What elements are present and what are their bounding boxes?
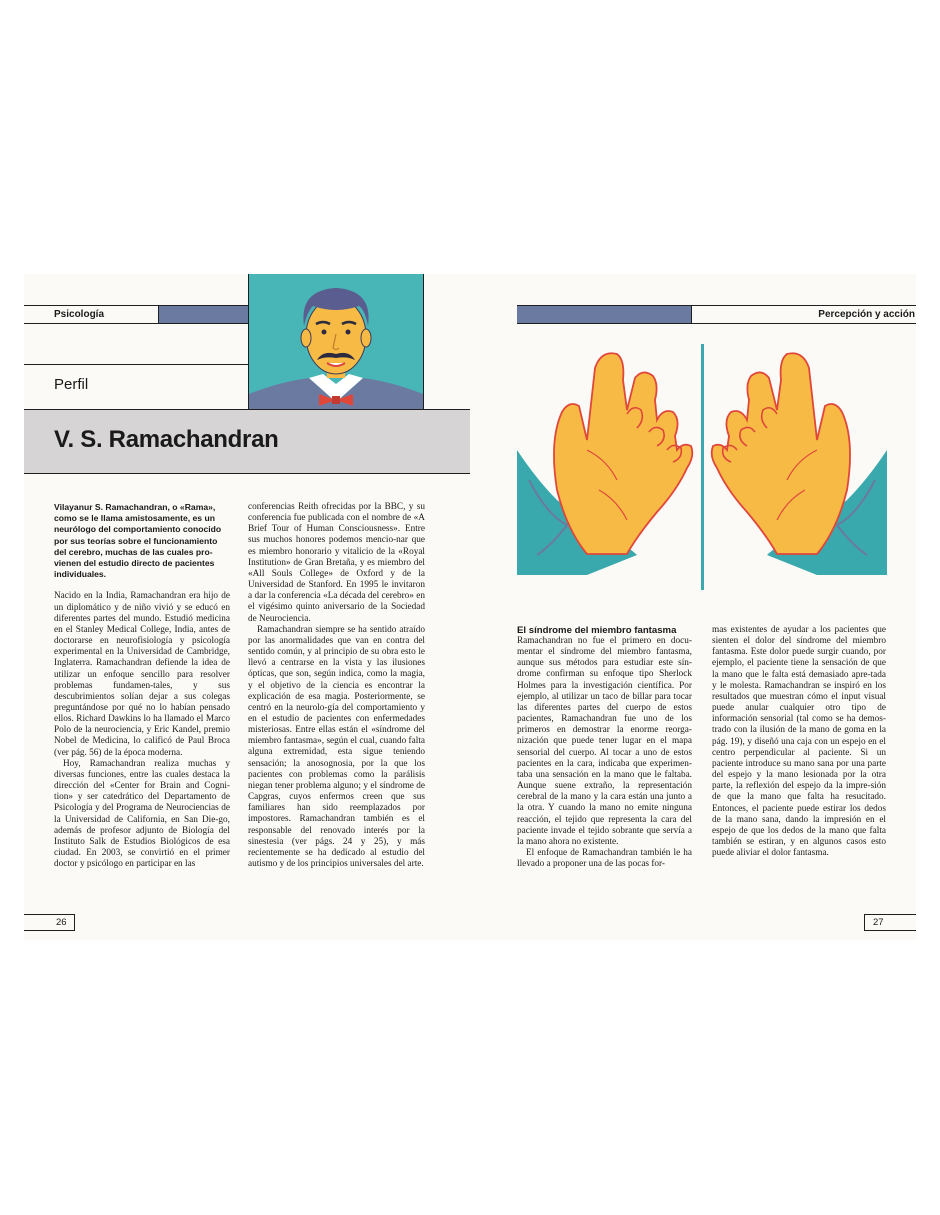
header-rule-bottom — [517, 323, 916, 324]
text-column-1 — [54, 502, 230, 870]
portrait-illustration — [248, 274, 424, 410]
paragraph: Ramachandran siempre se ha sentido atraído por las anormalidades que van en contra del sentido común, y al principio de su obra esto le llevó a centrarse en la vista y las ilusiones ópticas, que son, según indica, como la magia, y el objetivo de la ciencia es encontrar la explicación de esa magia. Posteriormente, se centró en la neurolo-gía del comportamiento y en el estudio de pacientes con enfermedades misteriosas. Entre ellas están el «síndrome del miembro fantasma», según el cual, cuando falta alguna extremidad, esta sigue teniendo sensación; la anosognosia, por la que los pacientes con problemas como la parálisis niegan tener problema alguno; y el síndrome de Capgras, cuyos enfermos creen que sus familiares han sido reemplazados por impostores. Ramachandran también es el responsable del renovado interés por la sinestesia (ver págs. 24 y 25), y más recientemente se ha dedicado al estudio del autismo y de los principios universales del arte. — [248, 624, 425, 869]
header-rule-bottom — [24, 323, 248, 324]
paragraph: Ramachandran no fue el primero en docu-mentar el síndrome del miembro fantasma, aunque sus métodos para estudiar este sín-drome confirman su enfoque tipo Sherlock Holmes para la investigación científica. Por ejemplo, al utilizar un taco de billar para tocar las diferentes partes del cuerpo de estos pacientes, Ramachandran fue uno de los primeros en demostrar la enorme reorga-nización que puede tener lugar en el mapa sensorial del cuerpo. Al tocar a uno de estos pacientes en la cara, indicaba que experimen-taba una sensación en la mano que le faltaba. Aunque suene extraño, la representación cerebral de la mano y la cara están una junto a la otra. Y cuando la mano no emite ninguna reacción, el tejido que representa la cara del paciente invade el tejido sobrante que servía a la mano ahora no existente. — [517, 636, 692, 847]
header-divider — [691, 305, 692, 324]
text-column-4 — [712, 625, 886, 859]
header-band — [517, 306, 691, 323]
mirror-line — [701, 344, 704, 590]
section-label-perfil: Perfil — [54, 376, 89, 393]
page-number-box — [24, 914, 75, 931]
page-number-box — [864, 914, 916, 931]
portrait-icon — [249, 274, 423, 410]
page-number: 26 — [56, 917, 67, 928]
intro-paragraph: Vilayanur S. Ramachandran, o «Rama», como se le llama amistosamente, es un neurólogo del comportamiento conocido por sus teorías sobre el funcionamiento del cerebro, muchas de las cuales pro-vienen del estudio directo de pacientes individuales. — [54, 502, 222, 580]
paragraph: El enfoque de Ramachandran también le ha llevado a proponer una de las pocas for- — [517, 847, 692, 870]
hands-icon — [517, 340, 887, 592]
title-rule-bottom — [24, 473, 470, 474]
section-header-psicologia: Psicología — [54, 309, 105, 320]
paragraph: Nacido en la India, Ramachandran era hijo de un diplomático y de niño vivió y se educó en diferentes partes del mundo. Estudió medicina en el Stanley Medical College, India, antes de doctorarse en neurofisiología y psicología experimental en la Universidad de Cambridge, Inglaterra. Ramachandran defiende la idea de utilizar un enfoque sencillo para resolver problemas fundamen-tales, y sus descubrimientos solían dejar a sus colegas preguntándose por qué no lo habían pensado ellos. Richard Dawkins lo ha llamado el Marco Polo de la neurociencia, y Eric Kandel, premio Nobel de Medicina, lo calificó de Paul Broca (ver pág. 56) de la época moderna. — [54, 591, 230, 758]
text-column-2 — [248, 502, 425, 870]
page-number: 27 — [873, 917, 884, 928]
paragraph: conferencias Reith ofrecidas por la BBC, y su conferencia fue publicada con el nombre de «A Brief Tour of Human Consciousness». Entre sus muchos honores podemos mencio-nar que es miembro honorario y vitalicio de la «Royal Institution» de Gran Bretaña, y es miembro del «All Souls College» de Oxford y de la Universidad de Stanford. En 1995 le invitaron a dar la conferencia «La década del cerebro» en el vigésimo quinto aniversario de la Sociedad de Neurociencia. — [248, 502, 425, 624]
mirror-hands-illustration — [517, 340, 887, 592]
header-band — [159, 306, 248, 323]
book-spread — [24, 274, 916, 940]
paragraph: Hoy, Ramachandran realiza muchas y diversas funciones, entre las cuales destaca la dirección del «Center for Brain and Cogni-tion» y ser catedrático del Departamento de Psicología y del Programa de Neurociencias de la Universidad de California, en San Die-go, además de profesor adjunto de Biología del Instituto Salk de Estudios Biológicos de esa ciudad. En 2003, se convirtió en el primer doctor y psicólogo en participar en las — [54, 758, 230, 870]
perfil-rule — [24, 364, 248, 365]
page-title: V. S. Ramachandran — [54, 426, 279, 453]
paragraph: mas existentes de ayudar a los pacientes que sienten el dolor del síndrome del miembro fantasma. Este dolor puede surgir cuando, por ejemplo, el paciente tiene la sensación de que la mano que le falta está demasiado apre-tada y le molesta. Ramachandran se inspiró en los resultados que muestran cómo el input visual puede anular cualquier otro tipo de información sensorial (tal como se ha demos-trado con la ilusión de la mano de goma en la pág. 19), y diseñó una caja con un espejo en el centro perpendicular al paciente. Si un paciente introduce su mano sana por una parte del espejo y la mano lesionada por la otra parte, la reflexión del espejo da la impre-sión de que la mano que falta ha resucitado. Entonces, el paciente puede estirar los dedos de la mano sana, dando la impresión en el espejo de que los dedos de la mano que falta también se estiran, y en algunos casos esto puede aliviar el dolor fantasma. — [712, 625, 886, 859]
text-column-3 — [517, 625, 692, 870]
right-hand-illustration — [712, 353, 887, 575]
section-header-percepcion: Percepción y acción — [818, 309, 915, 320]
subheading: El síndrome del miembro fantasma — [517, 625, 677, 636]
left-hand-illustration — [517, 353, 692, 575]
